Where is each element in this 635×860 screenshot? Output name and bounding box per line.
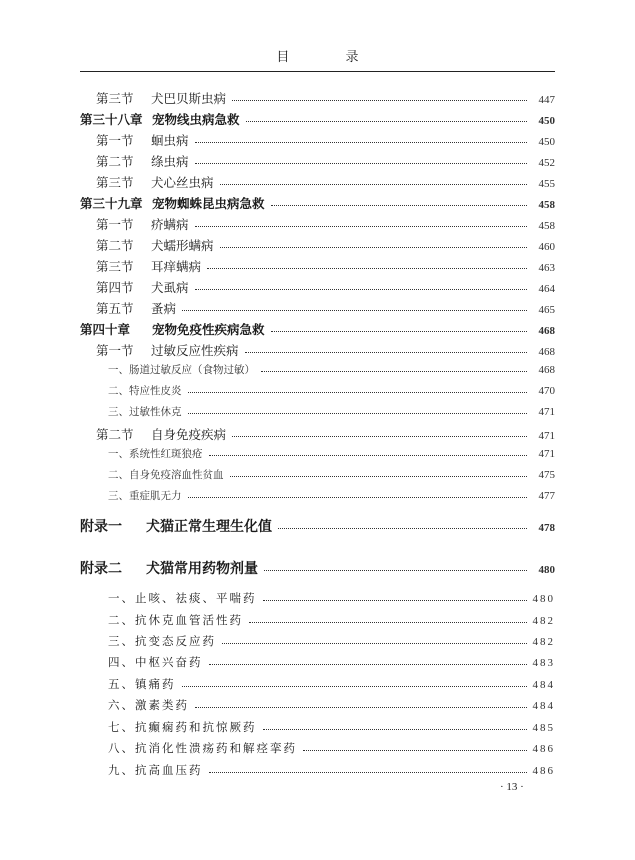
- dot-leader: [271, 331, 527, 332]
- toc-entry-title: 过敏反应性疾病: [151, 343, 239, 358]
- toc-entry-number: 第一节: [96, 343, 134, 358]
- toc-entry: [80, 558, 555, 578]
- toc-entry-title: 绦虫病: [151, 154, 189, 169]
- toc-entry-page: 475: [538, 469, 555, 481]
- toc-entry: [80, 697, 555, 713]
- toc-entry-number: 第二节: [96, 154, 134, 169]
- toc-entry-page: 450: [538, 136, 555, 148]
- toc-entry-page: 464: [538, 283, 555, 295]
- dot-leader: [249, 622, 527, 623]
- dot-leader: [182, 310, 527, 311]
- dot-leader: [246, 121, 527, 122]
- toc-entry-title: 三、抗变态反应药: [108, 634, 216, 648]
- toc-entry-title: 九、抗高血压药: [108, 763, 203, 777]
- toc-entry-number: 第三节: [96, 175, 134, 190]
- dot-leader: [207, 268, 527, 269]
- dot-leader: [188, 413, 528, 414]
- toc-entry: [80, 215, 555, 233]
- dot-leader: [278, 528, 527, 529]
- toc-entry-number: 第四节: [96, 280, 134, 295]
- toc-entry-page: 480: [532, 593, 555, 605]
- dot-leader: [209, 664, 528, 665]
- toc-entry-page: 465: [538, 304, 555, 316]
- dot-leader: [195, 142, 527, 143]
- toc-entry-title: 自身免疫疾病: [151, 427, 227, 442]
- toc-entry-number: 第三十八章: [80, 112, 143, 127]
- toc-entry-page: 458: [538, 199, 555, 211]
- toc-entry-page: 460: [538, 241, 555, 253]
- toc-entry: [80, 278, 555, 296]
- toc-entry: [80, 383, 555, 398]
- toc-entry-title: 一、止咳、祛痰、平喘药: [108, 591, 257, 605]
- toc-entry: [80, 446, 555, 461]
- toc-entry-title: 一、肠道过敏反应（食物过敏）: [108, 364, 255, 376]
- toc-entry-page: 477: [538, 490, 555, 502]
- toc-entry-page: 468: [538, 346, 555, 358]
- toc-entry-title: 二、自身免疫溶血性贫血: [108, 469, 224, 481]
- toc-entry-number: 第三十九章: [80, 196, 143, 211]
- toc-entry: [80, 110, 555, 128]
- toc-entry-number: 第三节: [96, 259, 134, 274]
- toc-entry-page: 447: [538, 94, 555, 106]
- toc-entry-page: 482: [532, 615, 555, 627]
- toc-entry-page: 458: [538, 220, 555, 232]
- toc-entry: [80, 676, 555, 692]
- toc-entry-title: 三、过敏性休克: [108, 406, 182, 418]
- toc-entry-page: 478: [538, 522, 555, 534]
- toc-entry-number: 附录一: [80, 519, 122, 535]
- toc-entry-title: 耳痒螨病: [151, 259, 202, 274]
- toc-entry-title: 宠物线虫病急救: [152, 112, 240, 127]
- toc-entry-title: 犬猫常用药物剂量: [146, 561, 258, 577]
- toc-entry-title: 三、重症肌无力: [108, 490, 182, 502]
- toc-entry-number: 第四十章: [80, 322, 131, 337]
- toc-entry: [80, 516, 555, 536]
- toc-entry-page: 471: [538, 448, 555, 460]
- toc-entry: [80, 194, 555, 212]
- toc-entry-page: 484: [532, 679, 555, 691]
- toc-entry: [80, 590, 555, 606]
- toc-entry-title: 犬虱病: [151, 280, 189, 295]
- dot-leader: [209, 772, 528, 773]
- toc-entry-page: 484: [532, 700, 555, 712]
- toc-entry-page: 486: [532, 765, 555, 777]
- toc-entry-title: 宠物蜘蛛昆虫病急救: [152, 196, 265, 211]
- dot-leader: [271, 205, 527, 206]
- toc-entry-page: 452: [538, 157, 555, 169]
- toc-entry-number: 第二节: [96, 238, 134, 253]
- dot-leader: [195, 289, 527, 290]
- toc-entry-title: 犬心丝虫病: [151, 175, 214, 190]
- toc-entry: [80, 299, 555, 317]
- toc-entry-number: 第一节: [96, 217, 134, 232]
- toc-entry: [80, 131, 555, 149]
- toc-entry: [80, 404, 555, 419]
- toc-entry-title: 六、激素类药: [108, 698, 189, 712]
- toc-entry: [80, 633, 555, 649]
- dot-leader: [245, 352, 527, 353]
- toc-entry-number: 第三节: [96, 91, 134, 106]
- toc-entry: [80, 173, 555, 191]
- dot-leader: [261, 371, 527, 372]
- dot-leader: [232, 436, 527, 437]
- page-header-title: 目 录: [276, 50, 385, 65]
- toc-entry-page: 471: [538, 406, 555, 418]
- toc-entry: [80, 89, 555, 107]
- toc-entry-page: 483: [532, 657, 555, 669]
- toc-entry-page: 485: [532, 722, 555, 734]
- dot-leader: [263, 600, 528, 601]
- toc-entry-title: 一、系统性红斑狼疮: [108, 448, 203, 460]
- dot-leader: [195, 707, 527, 708]
- toc-entry-number: 第五节: [96, 301, 134, 316]
- toc-entry-page: 480: [538, 564, 555, 576]
- toc-entry-title: 二、特应性皮炎: [108, 385, 182, 397]
- toc-entry: [80, 236, 555, 254]
- toc-entry-page: 455: [538, 178, 555, 190]
- toc-entry-title: 二、抗休克血管活性药: [108, 613, 243, 627]
- toc-entry-number: 第一节: [96, 133, 134, 148]
- dot-leader: [188, 497, 528, 498]
- dot-leader: [188, 392, 528, 393]
- toc-entry: [80, 762, 555, 778]
- toc-entry: [80, 467, 555, 482]
- toc-entry: [80, 612, 555, 628]
- dot-leader: [232, 100, 527, 101]
- toc-entry-title: 蚤病: [151, 301, 177, 316]
- header-rule: [80, 71, 555, 72]
- toc-entry-title: 四、中枢兴奋药: [108, 655, 203, 669]
- toc-entry: [80, 740, 555, 756]
- toc-entry-page: 482: [532, 636, 555, 648]
- toc-entry: [80, 425, 555, 443]
- dot-leader: [230, 476, 528, 477]
- dot-leader: [264, 570, 527, 571]
- toc-entry: [80, 152, 555, 170]
- toc-entry-page: 450: [538, 115, 555, 127]
- toc-entry-page: 468: [538, 364, 555, 376]
- toc-entry-page: 468: [538, 325, 555, 337]
- dot-leader: [220, 184, 527, 185]
- toc-entry-page: 463: [538, 262, 555, 274]
- toc-entry: [80, 257, 555, 275]
- toc-entry: [80, 362, 555, 377]
- toc-entry-title: 八、抗消化性溃疡药和解痉挛药: [108, 741, 297, 755]
- dot-leader: [195, 163, 527, 164]
- toc-entry-title: 蛔虫病: [151, 133, 189, 148]
- dot-leader: [222, 643, 527, 644]
- dot-leader: [195, 226, 527, 227]
- toc-entry-title: 犬蠕形螨病: [151, 238, 214, 253]
- toc-entry-title: 犬猫正常生理生化值: [146, 519, 272, 535]
- toc-entry: [80, 719, 555, 735]
- toc-entry-number: 第二节: [96, 427, 134, 442]
- toc-entry: [80, 488, 555, 503]
- toc-entry: [80, 320, 555, 338]
- dot-leader: [209, 455, 528, 456]
- dot-leader: [303, 750, 527, 751]
- toc-entry-number: 附录二: [80, 561, 122, 577]
- toc-entry-title: 五、镇痛药: [108, 677, 176, 691]
- toc-entry-page: 471: [538, 430, 555, 442]
- toc-entry-title: 疥螨病: [151, 217, 189, 232]
- toc-entry-title: 犬巴贝斯虫病: [151, 91, 227, 106]
- toc-entry-page: 470: [538, 385, 555, 397]
- page-number-footer: · 13 ·: [500, 781, 524, 793]
- toc-entry-page: 486: [532, 743, 555, 755]
- toc-entry: [80, 341, 555, 359]
- dot-leader: [182, 686, 528, 687]
- dot-leader: [220, 247, 527, 248]
- toc-entry: [80, 654, 555, 670]
- toc-entry-title: 七、抗癫痫药和抗惊厥药: [108, 720, 257, 734]
- toc-entry-title: 宠物免疫性疾病急救: [152, 322, 265, 337]
- dot-leader: [263, 729, 528, 730]
